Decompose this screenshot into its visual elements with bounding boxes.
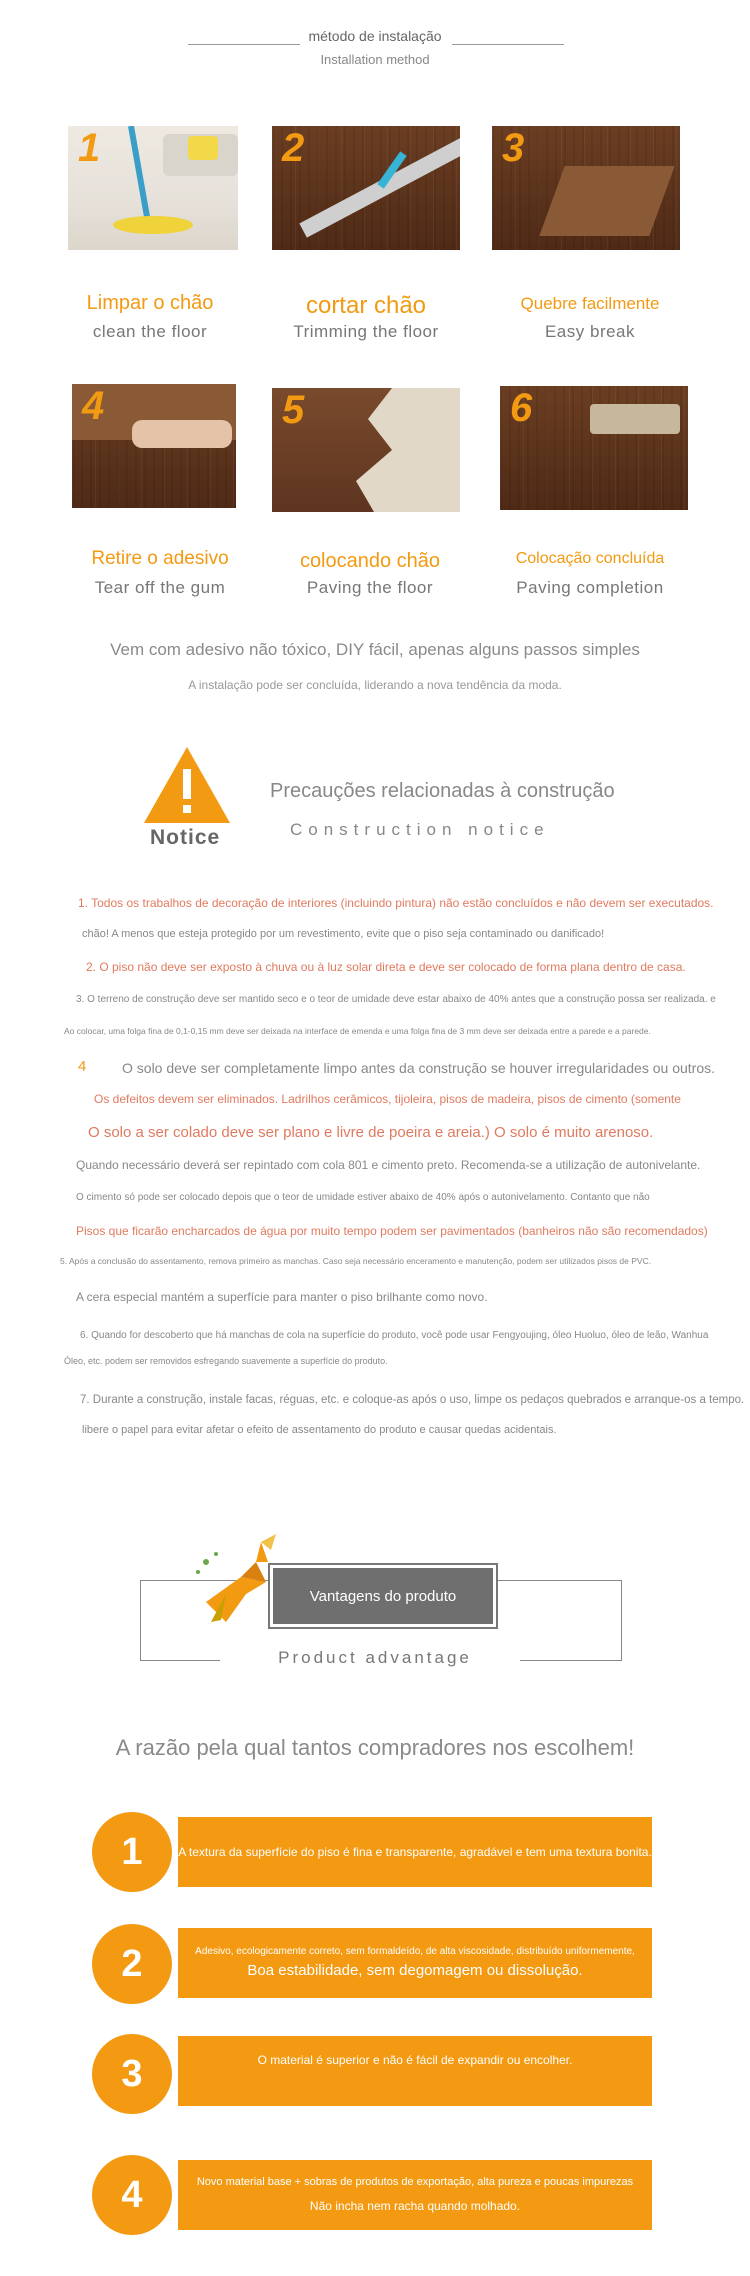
- rule-number-4: 4: [78, 1058, 87, 1075]
- reason-text: O material é superior e não é fácil de expandir ou encolher.: [257, 2053, 573, 2067]
- hand-shape: [132, 420, 232, 448]
- step-title-2: cortar chão: [305, 292, 427, 319]
- notice-title: Precauções relacionadas à construção: [270, 780, 615, 802]
- header-line-left: [188, 44, 300, 45]
- plank-shape: [539, 166, 674, 236]
- notice-subtitle: Construction notice: [290, 820, 550, 839]
- pillow-shape: [188, 136, 218, 160]
- step-photo-4: [72, 384, 236, 508]
- mop-handle: [128, 126, 150, 220]
- reason-number-2: 2: [92, 1924, 172, 2004]
- warning-icon: [142, 745, 232, 825]
- reason-bar-1: [178, 1817, 652, 1887]
- rule-line: Óleo, etc. podem ser removidos esfregando suavemente a superfície do produto.: [64, 1356, 388, 1366]
- product-advantage-button: Vantagens do produto: [270, 1565, 496, 1627]
- advantage-headline: A razão pela qual tantos compradores nos escolhem!: [115, 1735, 635, 1760]
- step-subtitle-5: Paving the floor: [306, 578, 434, 597]
- step-number-5: 5: [282, 388, 305, 432]
- notice-label: Notice: [150, 826, 221, 849]
- reason-number-4: 4: [92, 2155, 172, 2235]
- reason-number-1: 1: [92, 1812, 172, 1892]
- step-title-4: Retire o adesivo: [91, 548, 229, 569]
- step-subtitle-2: Trimming the floor: [293, 322, 439, 341]
- step-subtitle-1: clean the floor: [92, 322, 208, 341]
- rule-line: O solo deve ser completamente limpo antes da construção se houver irregularidades ou outros.: [122, 1060, 715, 1076]
- reason-bar-2: [178, 1928, 652, 1998]
- reason-bar-3: [178, 2036, 652, 2106]
- rule-line: Quando necessário deverá ser repintado com cola 801 e cimento preto. Recomenda-se a utilização de autonivelante.: [76, 1158, 701, 1172]
- rule-line: Pisos que ficarão encharcados de água por muito tempo podem ser pavimentados (banheiros não são recomendados): [76, 1224, 708, 1238]
- step-number-1: 1: [78, 126, 101, 170]
- step-photo-1: [68, 126, 238, 250]
- rule-line: libere o papel para evitar afetar o efeito de assentamento do produto e causar quedas acidentais.: [82, 1424, 557, 1436]
- step-number-6: 6: [510, 386, 533, 430]
- step-subtitle-3: Easy break: [544, 322, 636, 341]
- intro-subline: A instalação pode ser concluída, liderando a nova tendência da moda.: [188, 678, 562, 692]
- rule-line: O solo a ser colado deve ser plano e livre de poeira e areia.) O solo é muito arenoso.: [88, 1124, 654, 1141]
- step-title-5: colocando chão: [299, 550, 441, 572]
- reason-text: Não incha nem racha quando molhado.: [309, 2199, 521, 2213]
- mop-head: [113, 216, 193, 234]
- step-photo-5: [272, 388, 460, 512]
- step-number-4: 4: [82, 384, 105, 428]
- intro-headline: Vem com adesivo não tóxico, DIY fácil, apenas alguns passos simples: [110, 640, 640, 659]
- rule-line: A cera especial mantém a superfície para manter o piso brilhante como novo.: [76, 1290, 488, 1304]
- rule-line: O cimento só pode ser colocado depois que o teor de umidade estiver abaixo de 40% após o autonivelamento. Contanto que não: [76, 1192, 650, 1203]
- rule-line: chão! A menos que esteja protegido por um revestimento, evite que o piso seja contaminado ou danificado!: [82, 928, 605, 940]
- step-number-2: 2: [282, 126, 305, 170]
- advantage-subtitle: Product advantage: [278, 1648, 472, 1667]
- step-title-6: Colocação concluída: [515, 550, 665, 567]
- reason-text: Boa estabilidade, sem degomagem ou dissolução.: [247, 1962, 583, 1979]
- rule-line: 3. O terreno de construção deve ser mantido seco e o teor de umidade deve estar abaixo de 40% antes que a construção possa ser realizada. e: [76, 994, 716, 1005]
- reason-number-3: 3: [92, 2034, 172, 2114]
- step-photo-2: [272, 126, 460, 250]
- reason-bar-4: [178, 2160, 652, 2230]
- reason-text: A textura da superfície do piso é fina e transparente, agradável e tem uma textura bonita.: [178, 1845, 652, 1859]
- rule-line: 2. O piso não deve ser exposto à chuva ou à luz solar direta e deve ser colocado de forma plana dentro de casa.: [86, 960, 686, 974]
- reason-text: Adesivo, ecologicamente correto, sem formaldeído, de alta viscosidade, distribuído uniformemente,: [195, 1946, 635, 1957]
- rule-line: 5. Após a conclusão do assentamento, remova primeiro as manchas. Caso seja necessário enceramento e manutenção, podem ser utilizados pisos de PVC.: [60, 1256, 652, 1266]
- step-subtitle-4: Tear off the gum: [94, 578, 226, 597]
- rug-shape: [590, 404, 680, 434]
- rule-line: 7. Durante a construção, instale facas, réguas, etc. e coloque-as após o uso, limpe os pedaços quebrados e arranque-os a tempo.: [80, 1394, 745, 1406]
- rule-line: Ao colocar, uma folga fina de 0,1-0,15 mm deve ser deixada na interface de emenda e uma folga fina de 3 mm deve ser deixada entre a parede e a parede.: [64, 1026, 651, 1036]
- step-title-3: Quebre facilmente: [520, 294, 660, 313]
- step-subtitle-6: Paving completion: [516, 578, 664, 597]
- reason-text: Novo material base + sobras de produtos de exportação, alta pureza e poucas impurezas: [196, 2176, 634, 2188]
- step-number-3: 3: [502, 126, 525, 170]
- header-line-right: [452, 44, 564, 45]
- step-photo-6: [500, 386, 688, 510]
- step-photo-3: [492, 126, 680, 250]
- section-subtitle: Installation method: [320, 52, 430, 67]
- rule-line: 1. Todos os trabalhos de decoração de interiores (incluindo pintura) não estão concluídos e não devem ser executados.: [78, 896, 714, 910]
- rule-line: Os defeitos devem ser eliminados. Ladrilhos cerâmicos, tijoleira, pisos de madeira, pisos de cimento (somente: [94, 1092, 681, 1106]
- section-title: método de instalação: [308, 28, 442, 44]
- step-title-1: Limpar o chão: [86, 292, 214, 314]
- rule-line: 6. Quando for descoberto que há manchas de cola na superfície do produto, você pode usar Fengyoujing, óleo Huoluo, óleo de leão, Wanhua: [80, 1330, 709, 1341]
